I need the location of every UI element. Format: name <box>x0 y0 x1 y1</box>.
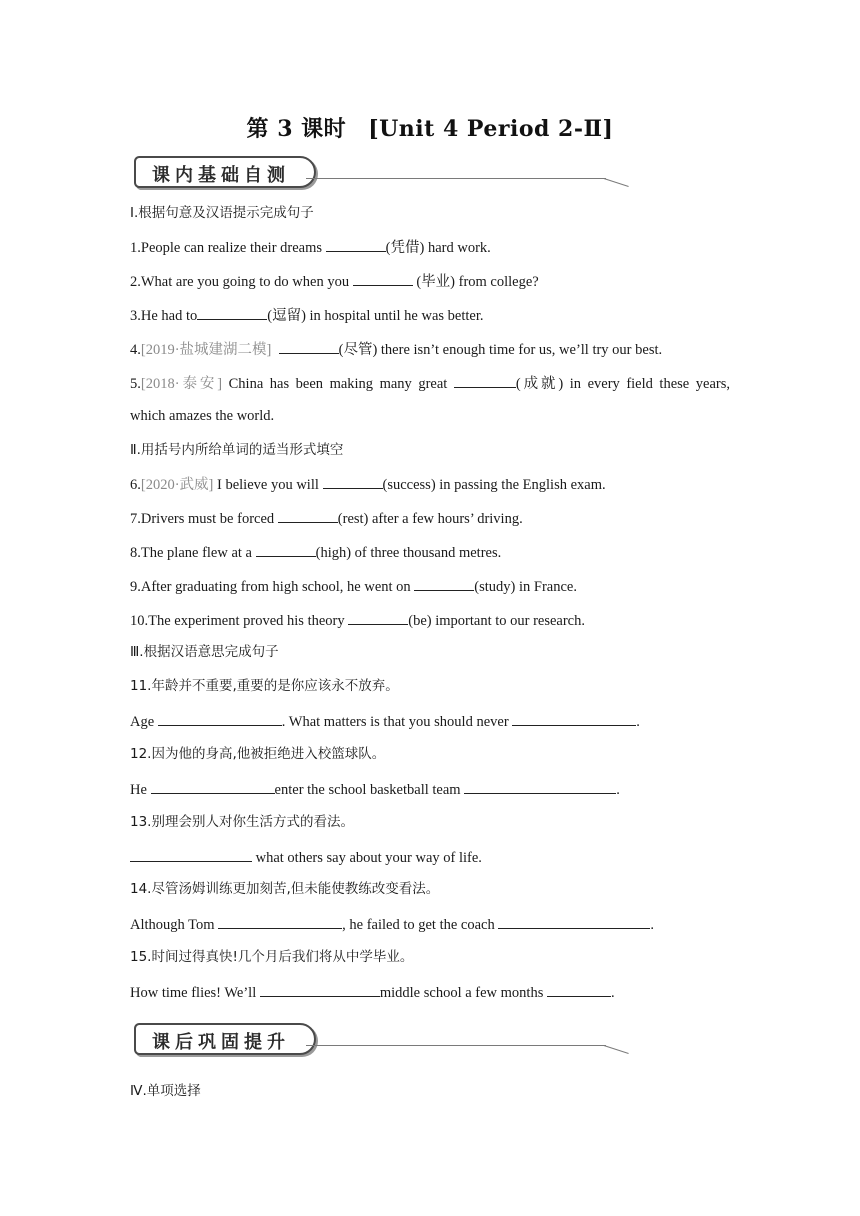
answer-blank[interactable] <box>279 339 339 354</box>
title-cn: 第 3 课时 <box>246 116 347 142</box>
answer-blank[interactable] <box>464 779 616 794</box>
question-7: 7.Drivers must be forced (rest) after a few hours’ driving. <box>130 508 523 528</box>
banner-rule <box>306 1045 606 1046</box>
banner-label: 课后巩固提升 <box>152 1032 290 1053</box>
answer-blank[interactable] <box>130 847 252 862</box>
banner-label: 课内基础自测 <box>152 165 290 186</box>
question-15: How time flies! We’ll middle school a few months . <box>130 982 615 1002</box>
question-12-prompt: 12.因为他的身高,他被拒绝进入校篮球队。 <box>130 746 386 762</box>
answer-blank[interactable] <box>256 542 316 557</box>
answer-blank[interactable] <box>323 474 383 489</box>
answer-blank[interactable] <box>278 508 338 523</box>
answer-blank[interactable] <box>353 271 413 286</box>
answer-blank[interactable] <box>326 237 386 252</box>
answer-blank[interactable] <box>348 610 408 625</box>
answer-blank[interactable] <box>218 914 342 929</box>
answer-blank[interactable] <box>158 711 282 726</box>
question-11: Age . What matters is that you should never . <box>130 711 640 731</box>
question-14-prompt: 14.尽管汤姆训练更加刻苦,但未能使教练改变看法。 <box>130 881 440 897</box>
banner-rule-tail <box>604 1045 629 1054</box>
answer-blank[interactable] <box>512 711 636 726</box>
question-2: 2.What are you going to do when you (毕业) from college? <box>130 271 539 291</box>
banner-tab <box>134 156 316 188</box>
question-14: Although Tom , he failed to get the coach . <box>130 914 654 934</box>
answer-blank[interactable] <box>547 982 611 997</box>
question-1: 1.People can realize their dreams (凭借) hard work. <box>130 237 491 257</box>
question-15-prompt: 15.时间过得真快!几个月后我们将从中学毕业。 <box>130 949 414 965</box>
question-3: 3.He had to (逗留) in hospital until he was better. <box>130 305 484 325</box>
question-5-continued: which amazes the world. <box>130 408 275 424</box>
question-13: what others say about your way of life. <box>130 847 482 867</box>
question-source: [2019·盐城建湖二模] <box>140 342 272 358</box>
section-banner-in-class <box>130 154 630 194</box>
question-source: [2018·泰安] <box>140 376 223 392</box>
section-banner-after-class <box>130 1021 630 1061</box>
question-8: 8.The plane flew at a (high) of three thousand metres. <box>130 542 501 562</box>
question-12: He enter the school basketball team . <box>130 779 620 799</box>
answer-blank[interactable] <box>151 779 275 794</box>
question-9: 9.After graduating from high school, he went on (study) in France. <box>130 576 577 596</box>
section-heading-3: Ⅲ.根据汉语意思完成句子 <box>130 644 279 660</box>
section-heading-1: Ⅰ.根据句意及汉语提示完成句子 <box>130 205 314 221</box>
section-heading-4: Ⅳ.单项选择 <box>130 1083 201 1099</box>
question-10: 10.The experiment proved his theory (be) important to our research. <box>130 610 585 630</box>
title-en: [Unit 4 Period 2-Ⅱ] <box>368 116 614 142</box>
question-source: [2020·武威] <box>140 477 214 493</box>
question-5: 5.[2018·泰安] China has been making many great (成就) in every field these years, <box>130 373 730 393</box>
question-13-prompt: 13.别理会别人对你生活方式的看法。 <box>130 814 354 830</box>
answer-blank[interactable] <box>197 305 267 320</box>
answer-blank[interactable] <box>454 373 516 388</box>
question-6: 6.[2020·武威] I believe you will (success) in passing the English exam. <box>130 474 606 494</box>
page-title <box>0 112 860 143</box>
banner-rule <box>306 178 606 179</box>
question-4: 4.[2019·盐城建湖二模] (尽管) there isn’t enough time for us, we’ll try our best. <box>130 339 662 359</box>
answer-blank[interactable] <box>498 914 650 929</box>
answer-blank[interactable] <box>414 576 474 591</box>
question-11-prompt: 11.年龄并不重要,重要的是你应该永不放弃。 <box>130 678 399 694</box>
banner-tab <box>134 1023 316 1055</box>
banner-rule-tail <box>604 178 629 187</box>
section-heading-2: Ⅱ.用括号内所给单词的适当形式填空 <box>130 442 344 458</box>
answer-blank[interactable] <box>260 982 380 997</box>
